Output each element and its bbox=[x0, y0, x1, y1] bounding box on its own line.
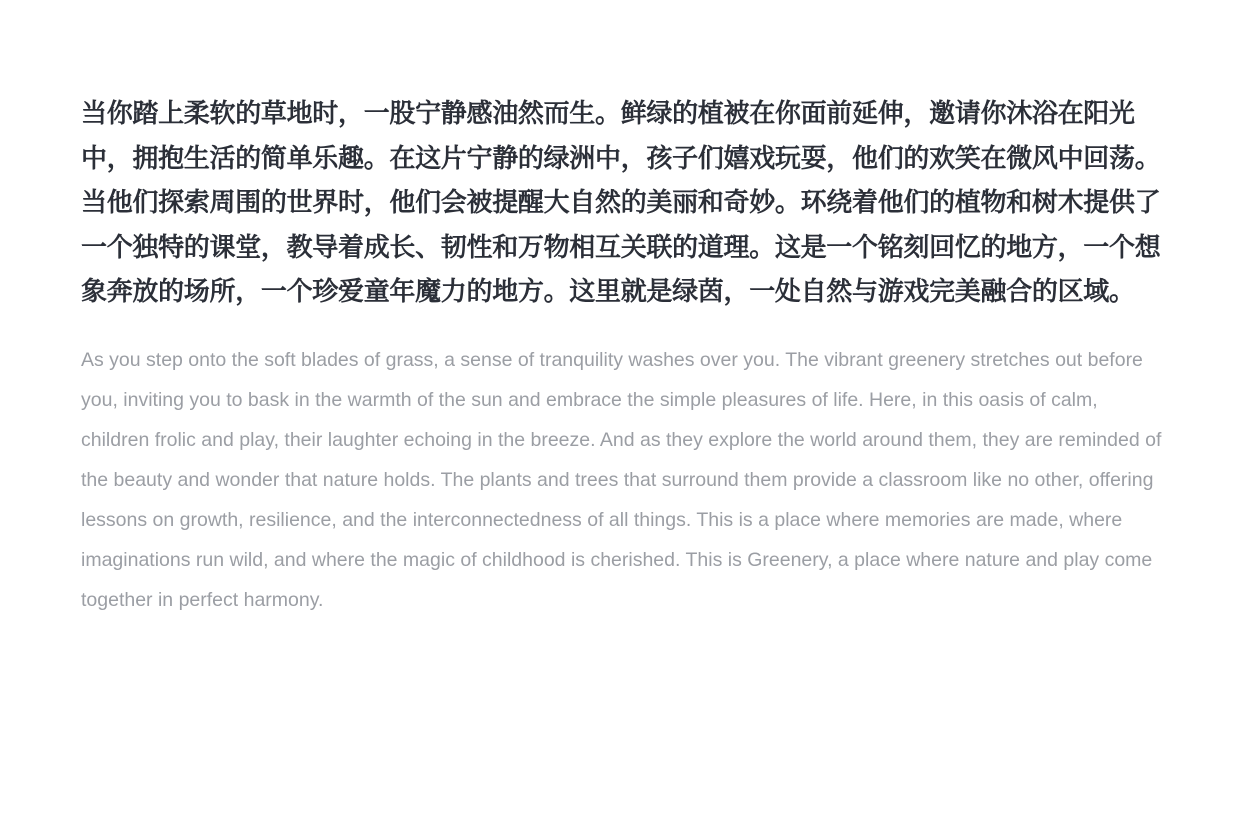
article bbox=[81, 92, 1181, 620]
english-paragraph: As you step onto the soft blades of grass, a sense of tranquility washes over you. The vibrant greenery stretches out before you, inviting you to bask in the warmth of the sun and embrace the simple pleasures of life. Here, in this oasis of calm, children frolic and play, their laughter echoing in the breeze. And as they explore the world around them, they are reminded of the beauty and wonder that nature holds. The plants and trees that surround them provide a classroom like no other, offering lessons on growth, resilience, and the interconnectedness of all things. This is a place where memories are made, where imaginations run wild, and where the magic of childhood is cherished. This is Greenery, a place where nature and play come together in perfect harmony. bbox=[81, 348, 1162, 611]
chinese-paragraph: 当你踏上柔软的草地时，一股宁静感油然而生。鲜绿的植被在你面前延伸，邀请你沐浴在阳光中，拥抱生活的简单乐趣。在这片宁静的绿洲中，孩子们嬉戏玩耍，他们的欢笑在微风中回荡。当他们探索周围的世界时，他们会被提醒大自然的美丽和奇妙。环绕着他们的植物和树木提供了一个独特的课堂，教导着成长、韧性和万物相互关联的道理。这是一个铭刻回忆的地方，一个想象奔放的场所，一个珍爱童年魔力的地方。这里就是绿茵，一处自然与游戏完美融合的区域。 bbox=[81, 99, 1161, 307]
